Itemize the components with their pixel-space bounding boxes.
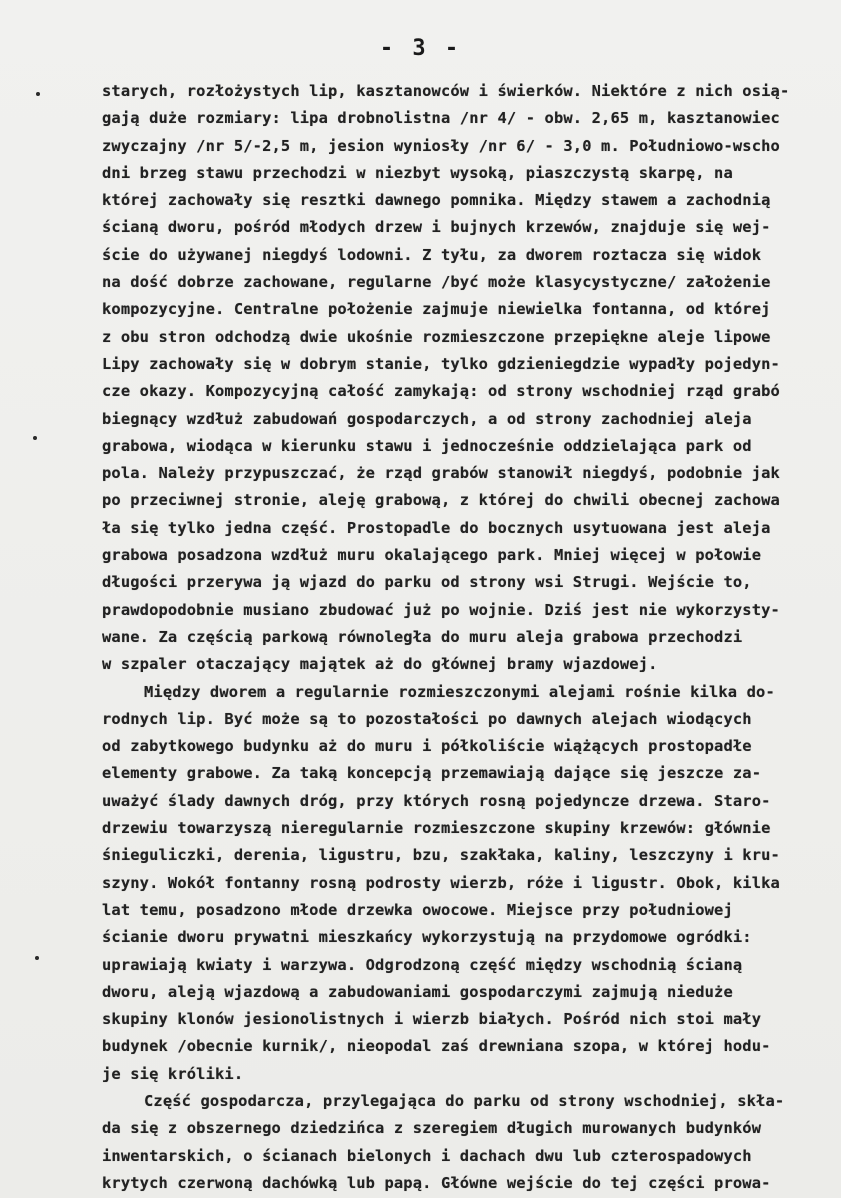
text-line: od zabytkowego budynku aż do muru i półkoliście wiążących prostopadłe bbox=[102, 737, 752, 756]
margin-dot-mark bbox=[33, 436, 37, 440]
text-line: biegnący wzdłuż zabudowań gospodarczych, a od strony zachodniej aleja bbox=[102, 409, 752, 428]
text-line: której zachowały się resztki dawnego pomnika. Między stawem a zachodnią bbox=[102, 191, 771, 210]
text-line: śnieguliczki, derenia, ligustru, bzu, szakłaka, kaliny, leszczyny i kru- bbox=[102, 846, 780, 865]
text-line: grabowa posadzona wzdłuż muru okalającego park. Mniej więcej w połowie bbox=[102, 546, 762, 565]
text-line: dworu, aleją wjazdową a zabudowaniami gospodarczymi zajmują nieduże bbox=[102, 982, 733, 1001]
text-line: ła się tylko jedna część. Prostopadle do bocznych usytuowana jest aleja bbox=[102, 518, 771, 537]
text-line: kompozycyjne. Centralne położenie zajmuje niewielka fontanna, od której bbox=[102, 300, 771, 319]
text-line: po przeciwnej stronie, aleję grabową, z której do chwili obecnej zachowa bbox=[102, 491, 780, 510]
text-line: starych, rozłożystych lip, kasztanowców i świerków. Niektóre z nich osią- bbox=[102, 82, 790, 100]
text-line: grabowa, wiodąca w kierunku stawu i jednocześnie oddzielająca park od bbox=[102, 436, 752, 455]
text-line: pola. Należy przypuszczać, że rząd grabów stanowił niegdyś, podobnie jak bbox=[102, 464, 780, 483]
text-line: drzewiu towarzyszą nieregularnie rozmieszczone skupiny krzewów: głównie bbox=[102, 819, 771, 838]
text-line: uprawiają kwiaty i warzywa. Odgrodzoną część między wschodnią ścianą bbox=[102, 955, 743, 974]
body-text bbox=[102, 78, 840, 1197]
text-line: w szpaler otaczający majątek aż do głównej bramy wjazdowej. bbox=[102, 655, 658, 674]
text-line: krytych czerwoną dachówką lub papą. Główne wejście do tej części prowa- bbox=[102, 1173, 771, 1192]
paragraph-start-line: Między dworem a regularnie rozmieszczonymi alejami rośnie kilka do- bbox=[144, 682, 775, 701]
text-line: na dość dobrze zachowane, regularne /być może klasycystyczne/ założenie bbox=[102, 273, 771, 292]
margin-dot-mark bbox=[35, 956, 39, 960]
text-line: uważyć ślady dawnych dróg, przy których rosną pojedyncze drzewa. Staro- bbox=[102, 791, 771, 810]
text-line: inwentarskich, o ścianach bielonych i dachach dwu lub czterospadowych bbox=[102, 1146, 752, 1165]
text-line: prawdopodobnie musiano zbudować już po wojnie. Dziś jest nie wykorzysty- bbox=[102, 600, 780, 619]
text-line: zwyczajny /nr 5/-2,5 m, jesion wyniosły /nr 6/ - 3,0 m. Południowo-wscho bbox=[102, 136, 780, 155]
text-line: rodnych lip. Być może są to pozostałości po dawnych alejach wiodących bbox=[102, 709, 752, 728]
text-line: je się króliki. bbox=[102, 1064, 244, 1083]
text-line: długości przerywa ją wjazd do parku od strony wsi Strugi. Wejście to, bbox=[102, 573, 752, 592]
text-line: wane. Za częścią parkową równoległa do muru aleja grabowa przechodzi bbox=[102, 627, 743, 646]
text-line: da się z obszernego dziedzińca z szeregiem długich murowanych budynków bbox=[102, 1119, 762, 1138]
paragraph-start-line: Część gospodarcza, przylegająca do parku od strony wschodniej, skła- bbox=[144, 1091, 785, 1110]
text-line: lat temu, posadzono młode drzewka owocowe. Miejsce przy południowej bbox=[102, 900, 733, 919]
text-line: skupiny klonów jesionolistnych i wierzb białych. Pośród nich stoi mały bbox=[102, 1010, 762, 1029]
text-line: Lipy zachowały się w dobrym stanie, tylko gdzieniegdzie wypadły pojedyn- bbox=[102, 354, 780, 373]
text-line: z obu stron odchodzą dwie ukośnie rozmieszczone przepiękne aleje lipowe bbox=[102, 327, 771, 346]
page-number: - 3 - bbox=[379, 36, 462, 61]
text-line: ścianie dworu prywatni mieszkańcy wykorzystują na przydomowe ogródki: bbox=[102, 928, 752, 947]
text-line: cze okazy. Kompozycyjną całość zamykają: od strony wschodniej rząd grabó bbox=[102, 382, 780, 401]
text-line: elementy grabowe. Za taką koncepcją przemawiają dające się jeszcze za- bbox=[102, 764, 762, 783]
text-line: gają duże rozmiary: lipa drobnolistna /nr 4/ - obw. 2,65 m, kasztanowiec bbox=[102, 109, 780, 128]
text-line: ścianą dworu, pośród młodych drzew i bujnych krzewów, znajduje się wej- bbox=[102, 218, 771, 237]
text-line: ście do używanej niegdyś lodowni. Z tyłu, za dworem roztacza się widok bbox=[102, 245, 762, 264]
text-line: budynek /obecnie kurnik/, nieopodal zaś drewniana szopa, w której hodu- bbox=[102, 1037, 771, 1056]
text-line: dni brzeg stawu przechodzi w niezbyt wysoką, piaszczystą skarpę, na bbox=[102, 163, 733, 182]
text-line: szyny. Wokół fontanny rosną podrosty wierzb, róże i ligustr. Obok, kilka bbox=[102, 873, 780, 892]
margin-dot-mark bbox=[36, 92, 40, 96]
